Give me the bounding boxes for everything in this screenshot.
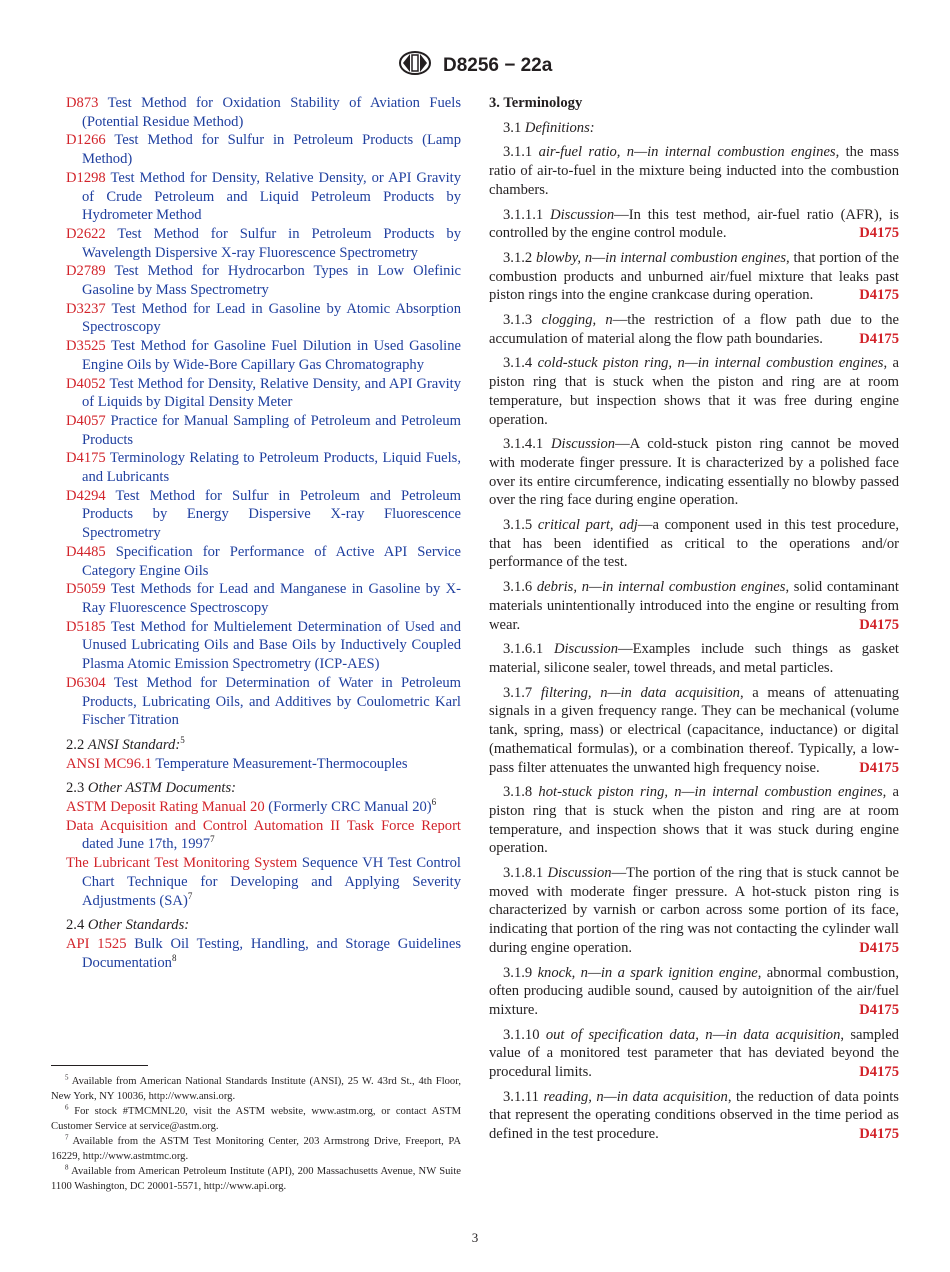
- term-entry: [489, 578, 899, 634]
- term-definition: —A cold-stuck piston ring cannot be moved with moderate finger pressure. It is characterized by a polished face over its entire circumference, indicating essentially no blowby passed over the ring face during engine operation.: [489, 436, 899, 509]
- footnote-ref[interactable]: 8: [171, 952, 177, 963]
- reference-title[interactable]: Sequence VH Test Control Chart Technique for Developing and Applying Severity Adjustments (SA): [82, 855, 461, 909]
- reference-title[interactable]: Temperature Measurement-Thermocouples: [155, 755, 408, 772]
- term-number: 3.1.5: [503, 517, 533, 534]
- term-entry: [489, 516, 899, 572]
- footnote: [51, 1075, 461, 1104]
- term-number: 3.1.10: [503, 1026, 540, 1043]
- term-definition: , the reduction of data points that represent the operating conditions observed in the time period as defined in the test procedure.: [489, 1088, 899, 1143]
- reference-title[interactable]: Test Method for Oxidation Stability of Aviation Fuels (Potential Residue Method): [82, 95, 462, 130]
- section-heading: Other Standards:: [87, 917, 190, 934]
- astm-logo-icon: [398, 50, 432, 82]
- term-name: out of specification data, n—in data acquisition: [545, 1026, 841, 1043]
- reference-code[interactable]: D1298: [66, 169, 106, 186]
- reference-code[interactable]: ASTM Deposit Rating Manual 20: [66, 799, 265, 816]
- section-title: 3. Terminology: [489, 95, 583, 111]
- term-entry: [489, 249, 899, 305]
- reference-item: [66, 225, 461, 262]
- reference-item: [66, 755, 461, 774]
- section-number: 2.4: [66, 917, 85, 934]
- term-number: 3.1.2: [503, 249, 533, 266]
- term-name: knock, n—in a spark ignition engine: [537, 964, 758, 981]
- term-entry: [489, 206, 899, 243]
- footnote-number: 6: [65, 1103, 69, 1112]
- footnote-text: Available from American Petroleum Institute (API), 200 Massachusetts Avenue, NW Suite 1100 Washington, DC 20001-5571, http://www.api.org.: [51, 1166, 461, 1192]
- reference-item: [66, 412, 461, 449]
- term-number: 3.1.6: [503, 579, 533, 596]
- term-definition: , the mass ratio of air-to-fuel in the mixture being inducted into the combustion chambers.: [489, 144, 900, 198]
- reference-item: [66, 798, 461, 817]
- reference-title[interactable]: Test Method for Density, Relative Density, or API Gravity of Crude Petroleum and Liquid Petroleum Products by Hydrometer Method: [82, 169, 462, 224]
- reference-code[interactable]: API 1525: [66, 935, 127, 952]
- footnote-text: For stock #TMCMNL20, visit the ASTM website, www.astm.org, or contact ASTM Customer Service at service@astm.org.: [51, 1106, 461, 1132]
- term-reference-link[interactable]: D4175: [859, 1126, 899, 1143]
- term-reference-link[interactable]: D4175: [859, 1001, 899, 1018]
- reference-title[interactable]: Test Methods for Lead and Manganese in Gasoline by X-Ray Fluorescence Spectroscopy: [82, 581, 461, 616]
- footnote-ref[interactable]: 7: [210, 834, 215, 845]
- term-reference-link[interactable]: D4175: [859, 330, 899, 347]
- definitions-subheading: [489, 119, 899, 138]
- reference-item: [66, 131, 461, 168]
- term-name: filtering, n—in data acquisition: [540, 684, 740, 701]
- term-name: blowby, n—in internal combustion engines: [536, 249, 787, 266]
- reference-code[interactable]: D4485: [66, 543, 106, 560]
- footnote: [51, 1135, 461, 1164]
- term-name: critical part, adj: [537, 517, 638, 534]
- footnotes: [51, 1075, 461, 1195]
- term-entry: [489, 864, 899, 958]
- reference-title[interactable]: Practice for Manual Sampling of Petroleum and Petroleum Products: [82, 412, 461, 448]
- term-number: 3.1.3: [503, 312, 533, 329]
- reference-item: [66, 262, 461, 299]
- reference-list: [66, 94, 461, 730]
- section-heading: ANSI Standard:: [87, 736, 181, 753]
- term-name: Discussion: [553, 641, 619, 658]
- term-number: 3.1.7: [503, 684, 533, 701]
- reference-item: [66, 375, 461, 412]
- term-entry: [489, 640, 899, 677]
- term-number: 3.1.9: [503, 964, 533, 981]
- reference-code[interactable]: D873: [66, 95, 99, 111]
- section-heading: Other ASTM Documents:: [87, 780, 236, 797]
- term-definition: , a piston ring that is stuck when the piston and ring are at room temperature, but inspection shows that it was free during engine operation.: [489, 355, 899, 428]
- reference-code[interactable]: D1266: [66, 132, 106, 149]
- reference-item: [66, 854, 461, 910]
- term-name: Discussion: [550, 206, 615, 223]
- footnote-ref[interactable]: 7: [187, 890, 193, 901]
- reference-title[interactable]: Test Method for Determination of Water in Petroleum Products, Lubricating Oils, and Additives by Coulometric Karl Fischer Titration: [82, 674, 462, 729]
- left-column: [66, 94, 461, 972]
- reference-title[interactable]: dated June 17th, 1997: [82, 836, 211, 853]
- reference-title[interactable]: Test Method for Multielement Determination of Used and Unused Lubricating Oils and Base Oils by Inductively Coupled Plasma Atomic Emission Spectrometry (ICP-AES): [82, 618, 461, 673]
- term-entry: [489, 1026, 899, 1082]
- other-astm-heading: [66, 779, 461, 798]
- term-number: 3.1.8: [503, 784, 533, 801]
- term-reference-link[interactable]: D4175: [859, 939, 899, 956]
- reference-item: [66, 300, 461, 337]
- term-entry: [489, 783, 899, 858]
- term-entry: [489, 311, 899, 348]
- footnote-number: 7: [65, 1133, 69, 1142]
- right-column: [489, 94, 899, 1150]
- other-standards-heading: [66, 916, 461, 935]
- reference-code[interactable]: D2622: [66, 225, 106, 242]
- reference-code[interactable]: D2789: [66, 263, 106, 280]
- term-number: 3.1.11: [503, 1088, 539, 1105]
- term-name: Discussion: [551, 436, 616, 453]
- section-number: 2.3: [66, 780, 85, 797]
- reference-title[interactable]: Test Method for Gasoline Fuel Dilution in Used Gasoline Engine Oils by Wide-Bore Capillary Gas Chromatography: [82, 338, 461, 373]
- term-number: 3.1.6.1: [503, 641, 544, 658]
- term-number: 3.1.4: [503, 355, 533, 372]
- ansi-standard-heading: [66, 736, 461, 755]
- reference-code[interactable]: D3525: [66, 338, 106, 355]
- reference-title[interactable]: Test Method for Lead in Gasoline by Atomic Absorption Spectroscopy: [82, 300, 461, 336]
- term-number: 3.1.1: [503, 144, 533, 161]
- section-number: 2.2: [66, 736, 85, 753]
- reference-code[interactable]: D5185: [66, 618, 106, 635]
- reference-code[interactable]: D5059: [66, 581, 106, 598]
- reference-item: [66, 169, 461, 225]
- reference-title[interactable]: Test Method for Density, Relative Density, and API Gravity of Liquids by Digital Density Meter: [82, 375, 461, 411]
- footnote-divider: [51, 1065, 148, 1066]
- term-definition: —a component used in this test procedure, that has been identified as critical to the operations and/or performance of the test.: [489, 517, 900, 571]
- term-definition: , abnormal combustion, often producing audible sound, caused by autoignition of the air/fuel mixture.: [489, 964, 899, 1018]
- term-number: 3.1.8.1: [503, 865, 544, 882]
- reference-code[interactable]: D4052: [66, 375, 106, 392]
- term-definition: , that portion of the combustion products and unburned air/fuel mixture that leaks past piston rings into the engine crankcase during operation.: [489, 249, 899, 304]
- page-number: 3: [471, 1230, 479, 1245]
- reference-code[interactable]: D3237: [66, 300, 106, 317]
- reference-code[interactable]: D4294: [66, 487, 106, 504]
- term-definition: —In this test method, air-fuel ratio (AFR), is controlled by the engine control module.: [489, 206, 899, 242]
- reference-title[interactable]: Terminology Relating to Petroleum Products, Liquid Fuels, and Lubricants: [82, 450, 462, 486]
- term-entry: [489, 1088, 899, 1144]
- reference-title[interactable]: Test Method for Sulfur in Petroleum and Petroleum Products by Energy Dispersive X-ray Fluorescence Spectrometry: [82, 487, 461, 542]
- term-entry: [489, 964, 899, 1020]
- reference-item: [66, 449, 461, 486]
- reference-title[interactable]: Test Method for Sulfur in Petroleum Products by Wavelength Dispersive X-ray Fluorescence Spectrometry: [82, 225, 461, 261]
- reference-code[interactable]: D6304: [66, 674, 106, 691]
- reference-item: [66, 935, 461, 972]
- reference-item: [66, 817, 461, 854]
- reference-code[interactable]: D4175: [66, 450, 106, 467]
- reference-item: [66, 618, 461, 674]
- section-heading: Definitions:: [524, 119, 595, 136]
- term-definition: , a means of attenuating signals in a given frequency range. They can be mechanical (volume tank, spring, mass) or electrical (capacitance, inductance) or digital (mathematical formulas), or a combination thereof. Typically, a low-pass filter attenuates the unwanted high frequency noise.: [489, 684, 900, 776]
- term-reference-link[interactable]: D4175: [859, 616, 899, 633]
- term-entry: [489, 143, 899, 199]
- footnote: [51, 1105, 461, 1134]
- term-reference-link[interactable]: D4175: [859, 225, 899, 242]
- reference-item: [66, 487, 461, 543]
- footnote-number: 8: [65, 1163, 69, 1172]
- reference-item: [66, 543, 461, 580]
- term-name: air-fuel ratio, n—in internal combustion engines: [538, 144, 836, 161]
- term-name: reading, n—in data acquisition: [543, 1088, 728, 1105]
- term-name: hot-stuck piston ring, n—in internal combustion engines: [538, 784, 883, 801]
- term-definition: , a piston ring that is stuck when the piston and ring are at room temperature, and inspection shows that it was stuck during engine operation.: [489, 784, 899, 857]
- reference-code[interactable]: ANSI MC96.1: [66, 755, 152, 772]
- term-name: clogging, n: [541, 312, 613, 329]
- reference-title[interactable]: Test Method for Hydrocarbon Types in Low Olefinic Gasoline by Mass Spectrometry: [82, 263, 461, 299]
- term-reference-link[interactable]: D4175: [859, 759, 899, 776]
- reference-item: [66, 674, 461, 730]
- page-header: [0, 50, 950, 82]
- term-definition: —the restriction of a flow path due to the accumulation of material along the flow path boundaries.: [489, 312, 899, 347]
- reference-title[interactable]: Bulk Oil Testing, Handling, and Storage Guidelines Documentation: [82, 935, 462, 971]
- footnote: [51, 1165, 461, 1194]
- term-reference-link[interactable]: D4175: [859, 287, 899, 304]
- term-entry: [489, 354, 899, 429]
- reference-title[interactable]: (Formerly CRC Manual 20): [268, 799, 432, 816]
- footnote-text: Available from American National Standards Institute (ANSI), 25 W. 43rd St., 4th Floor, New York, NY 10036, http://www.ansi.org.: [51, 1076, 461, 1102]
- footnote-ref[interactable]: 6: [431, 797, 437, 808]
- reference-item: [66, 337, 461, 374]
- reference-code[interactable]: The Lubricant Test Monitoring System: [66, 855, 298, 872]
- term-name: cold-stuck piston ring, n—in internal combustion engines: [537, 355, 884, 372]
- reference-title[interactable]: Test Method for Sulfur in Petroleum Products (Lamp Method): [82, 132, 461, 168]
- term-name: debris, n—in internal combustion engines: [536, 579, 786, 596]
- reference-item: [66, 94, 461, 131]
- reference-code[interactable]: D4057: [66, 412, 106, 429]
- footnote-number: 5: [65, 1073, 69, 1082]
- term-entry: [489, 435, 899, 510]
- section-number: 3.1: [503, 119, 522, 136]
- reference-code[interactable]: Data Acquisition and Control Automation II Task Force Report: [66, 817, 461, 834]
- term-reference-link[interactable]: D4175: [859, 1064, 899, 1081]
- term-name: Discussion: [547, 865, 612, 882]
- reference-item: [66, 580, 461, 617]
- document-designation: D8256 − 22a: [442, 55, 553, 76]
- term-definition: , sampled value of a monitored test parameter that has deviated beyond the procedural limits.: [489, 1026, 899, 1081]
- reference-title[interactable]: Specification for Performance of Active API Service Category Engine Oils: [82, 543, 461, 579]
- term-definition: —The portion of the ring that is stuck cannot be moved with moderate finger pressure. A hot-stuck piston ring is characterized by varnish or carbon across some portion of its face, indicating that portion of the ring was not contacting the cylinder wall during engine operation.: [489, 865, 899, 956]
- term-definition: , solid contaminant materials unintentionally introduced into the engine or resulting from wear.: [489, 579, 899, 633]
- term-entry: [489, 684, 899, 778]
- term-number: 3.1.4.1: [503, 436, 544, 453]
- footnote-text: Available from the ASTM Test Monitoring Center, 203 Armstrong Drive, Freeport, PA 16229, http://www.astmtmc.org.: [51, 1136, 461, 1162]
- term-definition: —Examples include such things as gasket material, silicone sealer, towel threads, and metal particles.: [489, 641, 899, 676]
- footnote-ref[interactable]: 5: [180, 735, 185, 746]
- term-number: 3.1.1.1: [503, 206, 544, 223]
